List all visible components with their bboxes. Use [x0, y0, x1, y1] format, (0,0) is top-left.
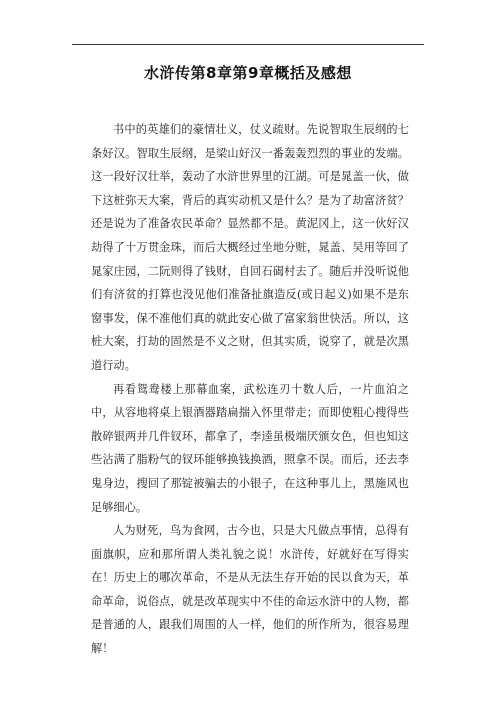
header-rule — [72, 44, 424, 45]
document-body — [91, 118, 409, 661]
paragraph: 再看鸳鸯楼上那幕血案，武松连刃十数人后，一片血泊之中，从容地将桌上银酒器踏扁揣入怀里带走；而即使粗心搜得些散碎银两并几件钗环，都拿了，李逵虽极端厌颁女色，但也知这些沾满了脂粉气的钗环能够换钱换酒，照拿不误。而后，还去李鬼身边，搜回了那锭被骗去的小银子，在这种事儿上，黑施风也足够细心。 — [91, 382, 409, 514]
document-title: 水浒传第8章第9章概括及感想 — [144, 64, 352, 82]
paragraph: 书中的英雄们的豪情壮义，仗义疏财。先说智取生辰纲的七条好汉。智取生辰纲，是梁山好汉一番轰轰烈烈的事业的发端。这一段好汉壮举，轰动了水浒世界里的江湖。可是晁盖一伙，做下这桩弥天大案，背后的真实动机又是什么？是为了劫富济贫？还是说为了准备农民革命？显然都不是。黄泥冈上，这一伙好汉劫得了十万贯金珠，而后大概经过坐地分赃，晁盖、吴用等回了晁家庄园，二阮则得了钱财，自回石碣村去了。随后并没听说他们有济贫的打算也没见他们准备扯旗造反(或日起义)如果不是东窗事发，保不准他们真的就此安心做了富家翁世快活。所以，这桩大案，打劫的固然是不义之财，但其实质，说穿了，就是次黑道行动。 — [91, 123, 409, 372]
paragraph: 人为财死，鸟为食网，古今也，只是大凡做点事情，总得有面旗帜，应和那所谓人类礼貌之说！水浒传，好就好在写得实在！历史上的哪次革命，不是从无法生存开始的民以食为天，革命革命，说俗点，就是改革现实中不佳的命运水浒中的人物，都是普通的人，跟我们周围的人一样，他们的所作所为，很容易理解！ — [91, 524, 409, 656]
